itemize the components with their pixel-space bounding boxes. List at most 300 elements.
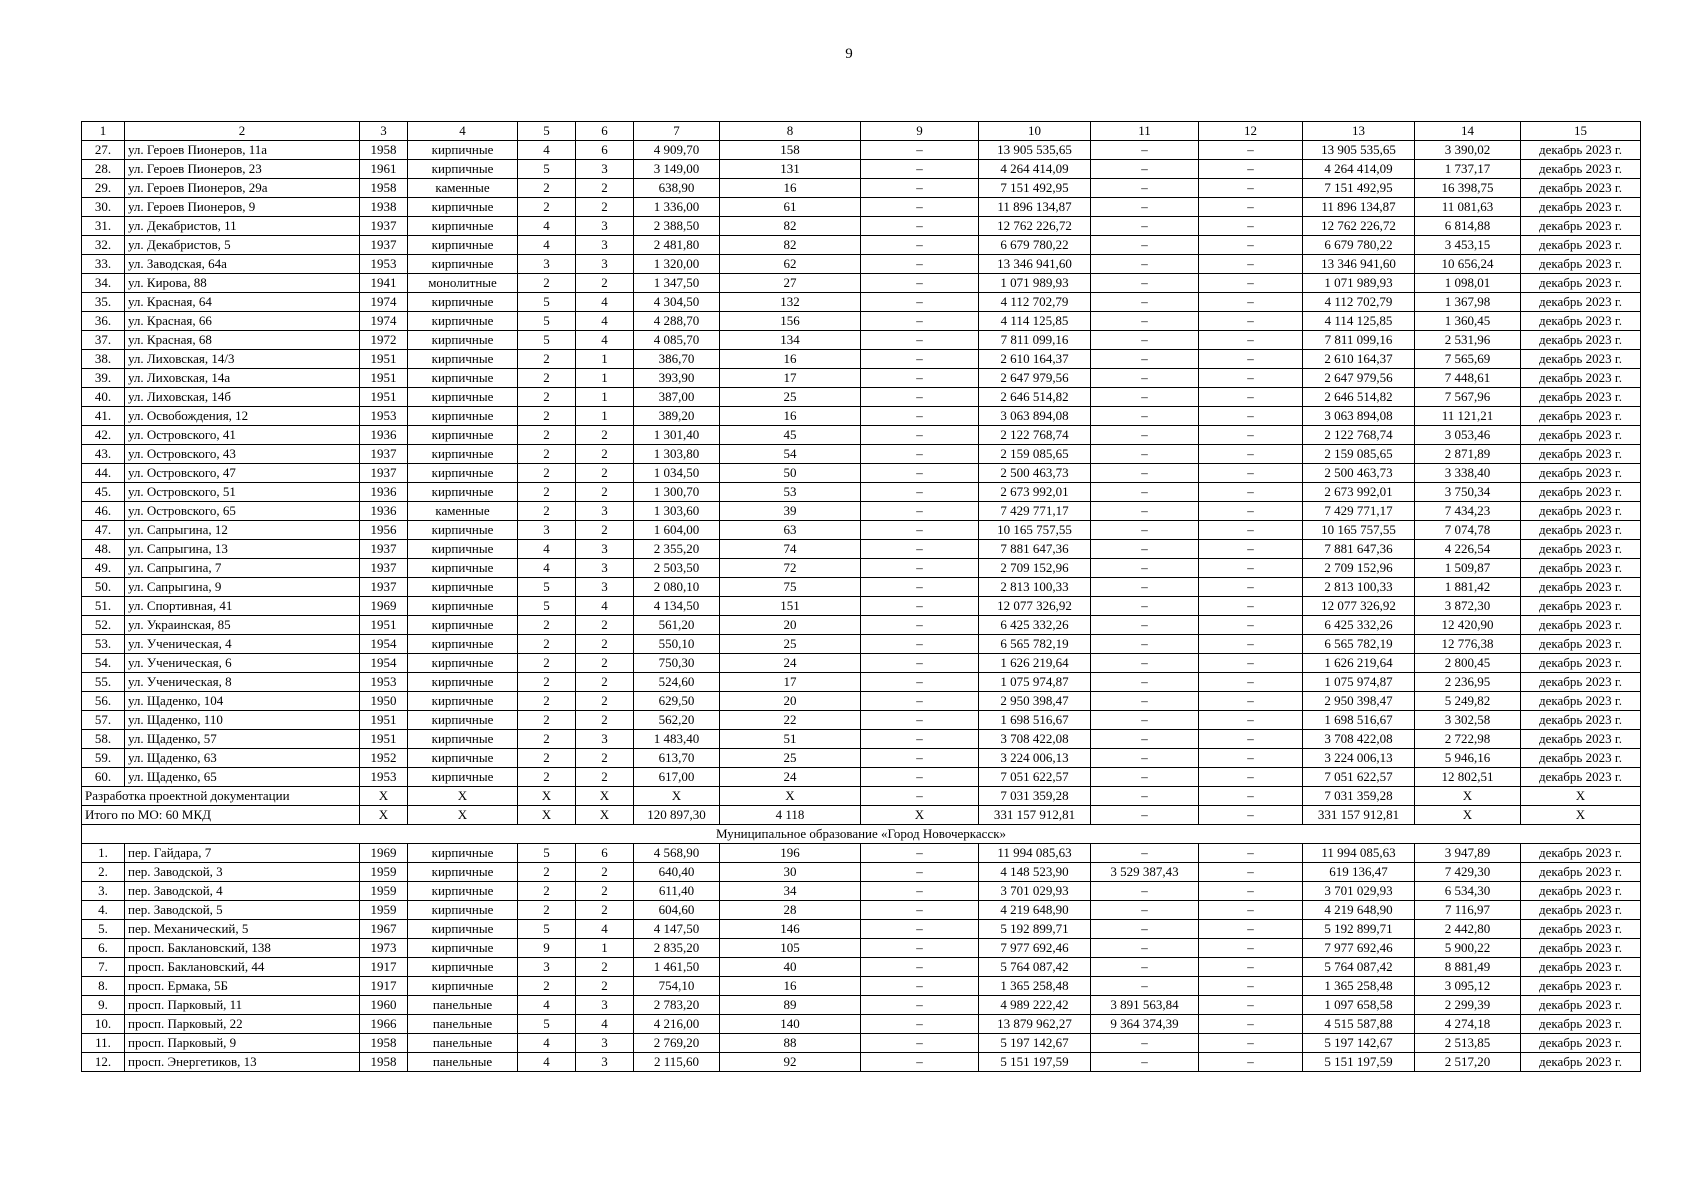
table-cell: – xyxy=(1091,939,1199,958)
table-cell: 1937 xyxy=(360,559,408,578)
table-cell: ул. Декабристов, 11 xyxy=(125,217,360,236)
table-cell: 3 063 894,08 xyxy=(1303,407,1415,426)
table-cell: – xyxy=(861,426,979,445)
table-cell: – xyxy=(1199,559,1303,578)
table-cell: 6 425 332,26 xyxy=(1303,616,1415,635)
table-cell: кирпичные xyxy=(408,445,518,464)
table-cell: 1958 xyxy=(360,179,408,198)
table-cell: – xyxy=(1091,312,1199,331)
table-cell: 2 xyxy=(518,711,576,730)
table-cell: – xyxy=(861,920,979,939)
table-cell: 4 xyxy=(576,920,634,939)
table-cell: кирпичные xyxy=(408,977,518,996)
table-cell: 88 xyxy=(720,1034,861,1053)
table-cell: кирпичные xyxy=(408,692,518,711)
table-cell: декабрь 2023 г. xyxy=(1521,198,1641,217)
table-row xyxy=(82,768,1641,787)
table-cell: 8 881,49 xyxy=(1415,958,1521,977)
table-cell: ул. Островского, 65 xyxy=(125,502,360,521)
table-cell: – xyxy=(1091,426,1199,445)
table-cell: 550,10 xyxy=(634,635,720,654)
table-cell: 40 xyxy=(720,958,861,977)
table-cell: 2 xyxy=(518,350,576,369)
table-cell: 1959 xyxy=(360,901,408,920)
table-cell: 9. xyxy=(82,996,125,1015)
table-cell: – xyxy=(861,217,979,236)
table-cell: 4 xyxy=(576,597,634,616)
table-cell: 4 112 702,79 xyxy=(979,293,1091,312)
table-cell: 55. xyxy=(82,673,125,692)
table-cell: кирпичные xyxy=(408,141,518,160)
table-cell: 12 420,90 xyxy=(1415,616,1521,635)
table-cell: X xyxy=(720,787,861,806)
table-cell: 1 301,40 xyxy=(634,426,720,445)
table-cell: – xyxy=(1199,179,1303,198)
table-cell: 4 219 648,90 xyxy=(979,901,1091,920)
table-cell: 1 336,00 xyxy=(634,198,720,217)
table-cell: 4 909,70 xyxy=(634,141,720,160)
table-cell: – xyxy=(1091,141,1199,160)
table-cell: 638,90 xyxy=(634,179,720,198)
table-cell: 12. xyxy=(82,1053,125,1072)
table-cell: кирпичные xyxy=(408,217,518,236)
table-cell: 1 034,50 xyxy=(634,464,720,483)
table-cell: просп. Баклановский, 44 xyxy=(125,958,360,977)
table-cell: ул. Островского, 43 xyxy=(125,445,360,464)
table-row xyxy=(82,730,1641,749)
table-row xyxy=(82,540,1641,559)
table-cell: кирпичные xyxy=(408,711,518,730)
table-cell: 6 425 332,26 xyxy=(979,616,1091,635)
table-cell: 3 xyxy=(518,521,576,540)
table-cell: 3 xyxy=(576,502,634,521)
table-row xyxy=(82,559,1641,578)
table-cell: 2 299,39 xyxy=(1415,996,1521,1015)
header-cell: 2 xyxy=(125,122,360,141)
table-cell: 2 871,89 xyxy=(1415,445,1521,464)
table-cell: 82 xyxy=(720,236,861,255)
table-cell: кирпичные xyxy=(408,407,518,426)
table-cell: 27. xyxy=(82,141,125,160)
table-cell: декабрь 2023 г. xyxy=(1521,692,1641,711)
table-cell: 2 xyxy=(576,426,634,445)
table-cell: – xyxy=(1199,597,1303,616)
table-cell: декабрь 2023 г. xyxy=(1521,236,1641,255)
table-cell: 2 159 085,65 xyxy=(1303,445,1415,464)
table-cell: 387,00 xyxy=(634,388,720,407)
table-cell: X xyxy=(408,787,518,806)
table-row xyxy=(82,255,1641,274)
table-row xyxy=(82,1015,1641,1034)
table-cell: 59. xyxy=(82,749,125,768)
header-cell: 11 xyxy=(1091,122,1199,141)
table-row xyxy=(82,939,1641,958)
table-cell: ул. Щаденко, 57 xyxy=(125,730,360,749)
table-cell: 4 274,18 xyxy=(1415,1015,1521,1034)
table-cell: кирпичные xyxy=(408,350,518,369)
table-cell: 41. xyxy=(82,407,125,426)
table-cell: 2 646 514,82 xyxy=(1303,388,1415,407)
header-cell: 15 xyxy=(1521,122,1641,141)
table-cell: 4 118 xyxy=(720,806,861,825)
table-cell: 2 769,20 xyxy=(634,1034,720,1053)
table-cell: 34. xyxy=(82,274,125,293)
table-cell: – xyxy=(861,521,979,540)
table-cell: 6 xyxy=(576,844,634,863)
table-cell: 38. xyxy=(82,350,125,369)
table-cell: 1 075 974,87 xyxy=(979,673,1091,692)
table-cell: 22 xyxy=(720,711,861,730)
table-cell: 4 114 125,85 xyxy=(1303,312,1415,331)
table-cell: 1 365 258,48 xyxy=(1303,977,1415,996)
table-cell: 2 722,98 xyxy=(1415,730,1521,749)
table-cell: 7 811 099,16 xyxy=(979,331,1091,350)
table-cell: 389,20 xyxy=(634,407,720,426)
table-row xyxy=(82,882,1641,901)
table-cell: 2 115,60 xyxy=(634,1053,720,1072)
table-cell: 2 xyxy=(576,635,634,654)
table-cell: 7 151 492,95 xyxy=(1303,179,1415,198)
header-cell: 5 xyxy=(518,122,576,141)
table-cell: – xyxy=(861,255,979,274)
table-cell: 2 xyxy=(518,388,576,407)
table-cell: 2 080,10 xyxy=(634,578,720,597)
table-cell: ул. Сапрыгина, 12 xyxy=(125,521,360,540)
table-cell: кирпичные xyxy=(408,331,518,350)
table-cell: кирпичные xyxy=(408,464,518,483)
table-cell: 10 656,24 xyxy=(1415,255,1521,274)
table-row xyxy=(82,179,1641,198)
table-cell: 1 365 258,48 xyxy=(979,977,1091,996)
table-cell: панельные xyxy=(408,1053,518,1072)
table-cell: пер. Гайдара, 7 xyxy=(125,844,360,863)
table-cell: 11 994 085,63 xyxy=(1303,844,1415,863)
table-row xyxy=(82,426,1641,445)
table-cell: 4 147,50 xyxy=(634,920,720,939)
table-cell: 7 051 622,57 xyxy=(979,768,1091,787)
table-cell: 39 xyxy=(720,502,861,521)
table-cell: – xyxy=(1199,1053,1303,1072)
header-cell: 9 xyxy=(861,122,979,141)
table-row xyxy=(82,236,1641,255)
table-cell: 63 xyxy=(720,521,861,540)
table-cell: – xyxy=(1199,1015,1303,1034)
table-row xyxy=(82,502,1641,521)
table-cell: 2 xyxy=(518,749,576,768)
table-cell: – xyxy=(1091,293,1199,312)
table-cell: 1956 xyxy=(360,521,408,540)
table-cell: – xyxy=(1199,464,1303,483)
table-cell: 4 xyxy=(576,1015,634,1034)
table-cell: 2 646 514,82 xyxy=(979,388,1091,407)
table-cell: – xyxy=(861,711,979,730)
table-row xyxy=(82,274,1641,293)
table-cell: 2 xyxy=(518,483,576,502)
table-cell: 1972 xyxy=(360,331,408,350)
table-cell: декабрь 2023 г. xyxy=(1521,483,1641,502)
table-cell: – xyxy=(861,350,979,369)
table-cell: декабрь 2023 г. xyxy=(1521,635,1641,654)
table-cell: 2 xyxy=(518,426,576,445)
table-cell: кирпичные xyxy=(408,293,518,312)
table-row xyxy=(82,597,1641,616)
table-cell: 120 897,30 xyxy=(634,806,720,825)
table-cell: 1 xyxy=(576,407,634,426)
table-cell: 2 xyxy=(576,863,634,882)
table-cell: 50 xyxy=(720,464,861,483)
table-cell: 2 500 463,73 xyxy=(1303,464,1415,483)
table-cell: 131 xyxy=(720,160,861,179)
table-cell: 2 950 398,47 xyxy=(979,692,1091,711)
table-cell: – xyxy=(861,559,979,578)
table-cell: – xyxy=(1091,559,1199,578)
table-cell: 3 701 029,93 xyxy=(979,882,1091,901)
table-cell: 7 977 692,46 xyxy=(1303,939,1415,958)
table-cell: ул. Лиховская, 14а xyxy=(125,369,360,388)
table-row xyxy=(82,749,1641,768)
table-cell: 48. xyxy=(82,540,125,559)
table-cell: кирпичные xyxy=(408,236,518,255)
table-cell: X xyxy=(518,787,576,806)
table-cell: 2 xyxy=(518,882,576,901)
table-cell: – xyxy=(861,293,979,312)
table-cell: – xyxy=(861,787,979,806)
table-row xyxy=(82,654,1641,673)
table-cell: декабрь 2023 г. xyxy=(1521,597,1641,616)
header-cell: 1 xyxy=(82,122,125,141)
table-cell: 1937 xyxy=(360,445,408,464)
table-cell: 1. xyxy=(82,844,125,863)
table-cell: – xyxy=(1199,445,1303,464)
table-cell: 10 165 757,55 xyxy=(979,521,1091,540)
table-cell: 4 515 587,88 xyxy=(1303,1015,1415,1034)
design-docs-row xyxy=(82,787,1641,806)
table-cell: 10. xyxy=(82,1015,125,1034)
table-cell: 1953 xyxy=(360,255,408,274)
table-cell: 30 xyxy=(720,863,861,882)
table-cell: декабрь 2023 г. xyxy=(1521,502,1641,521)
table-cell: – xyxy=(1199,996,1303,1015)
table-cell: – xyxy=(861,1034,979,1053)
table-cell: 2 647 979,56 xyxy=(1303,369,1415,388)
table-cell: Разработка проектной документации xyxy=(82,787,360,806)
table-cell: 1 303,80 xyxy=(634,445,720,464)
table-cell: 12 762 226,72 xyxy=(979,217,1091,236)
table-cell: декабрь 2023 г. xyxy=(1521,293,1641,312)
table-cell: 2 xyxy=(576,977,634,996)
table-cell: 5 946,16 xyxy=(1415,749,1521,768)
table-cell: 5 764 087,42 xyxy=(979,958,1091,977)
table-row xyxy=(82,692,1641,711)
table-cell: – xyxy=(861,939,979,958)
table-cell: – xyxy=(1199,350,1303,369)
table-cell: – xyxy=(1091,179,1199,198)
table-cell: 7 031 359,28 xyxy=(979,787,1091,806)
table-cell: – xyxy=(861,141,979,160)
table-cell: – xyxy=(1091,217,1199,236)
table-cell: кирпичные xyxy=(408,597,518,616)
table-cell: – xyxy=(861,331,979,350)
table-cell: – xyxy=(1091,388,1199,407)
table-cell: 4 304,50 xyxy=(634,293,720,312)
table-cell: 2 xyxy=(518,274,576,293)
table-cell: 31. xyxy=(82,217,125,236)
table-cell: – xyxy=(1199,654,1303,673)
table-cell: декабрь 2023 г. xyxy=(1521,426,1641,445)
table-cell: 3 338,40 xyxy=(1415,464,1521,483)
table-cell: – xyxy=(1091,654,1199,673)
table-cell: 34 xyxy=(720,882,861,901)
table-cell: 7 429 771,17 xyxy=(979,502,1091,521)
table-cell: 611,40 xyxy=(634,882,720,901)
table-cell: 1960 xyxy=(360,996,408,1015)
table-cell: 51. xyxy=(82,597,125,616)
table-cell: 7 434,23 xyxy=(1415,502,1521,521)
table-cell: 3 xyxy=(576,160,634,179)
table-cell: X xyxy=(576,787,634,806)
table-cell: 51 xyxy=(720,730,861,749)
table-cell: 604,60 xyxy=(634,901,720,920)
table-cell: – xyxy=(1091,958,1199,977)
table-cell: – xyxy=(861,749,979,768)
table-cell: 2 xyxy=(518,730,576,749)
table-cell: 1936 xyxy=(360,502,408,521)
table-cell: – xyxy=(861,635,979,654)
table-cell: 13 905 535,65 xyxy=(979,141,1091,160)
table-cell: декабрь 2023 г. xyxy=(1521,977,1641,996)
table-cell: 1973 xyxy=(360,939,408,958)
table-cell: 16 398,75 xyxy=(1415,179,1521,198)
table-cell: ул. Декабристов, 5 xyxy=(125,236,360,255)
table-cell: 25 xyxy=(720,635,861,654)
header-cell: 7 xyxy=(634,122,720,141)
table-cell: декабрь 2023 г. xyxy=(1521,559,1641,578)
table-cell: – xyxy=(1199,1034,1303,1053)
table-cell: 6. xyxy=(82,939,125,958)
header-cell: 3 xyxy=(360,122,408,141)
table-row xyxy=(82,920,1641,939)
table-cell: декабрь 2023 г. xyxy=(1521,996,1641,1015)
table-cell: 6 xyxy=(576,141,634,160)
table-cell: – xyxy=(1199,806,1303,825)
table-cell: 3 708 422,08 xyxy=(1303,730,1415,749)
table-cell: 196 xyxy=(720,844,861,863)
table-cell: 4 219 648,90 xyxy=(1303,901,1415,920)
table-row xyxy=(82,977,1641,996)
table-cell: 4 xyxy=(518,1034,576,1053)
table-cell: декабрь 2023 г. xyxy=(1521,1015,1641,1034)
table-cell: – xyxy=(861,863,979,882)
table-cell: 4 xyxy=(576,331,634,350)
table-cell: 3 xyxy=(576,540,634,559)
table-cell: декабрь 2023 г. xyxy=(1521,844,1641,863)
table-cell: 39. xyxy=(82,369,125,388)
table-cell: – xyxy=(1199,635,1303,654)
table-cell: 11. xyxy=(82,1034,125,1053)
table-cell: – xyxy=(861,369,979,388)
table-cell: – xyxy=(1091,540,1199,559)
table-cell: кирпичные xyxy=(408,426,518,445)
table-cell: – xyxy=(1199,673,1303,692)
table-cell: – xyxy=(1091,768,1199,787)
table-cell: 3 453,15 xyxy=(1415,236,1521,255)
table-cell: 3 302,58 xyxy=(1415,711,1521,730)
table-cell: 25 xyxy=(720,388,861,407)
table-cell: ул. Щаденко, 65 xyxy=(125,768,360,787)
table-cell: – xyxy=(861,882,979,901)
table-cell: декабрь 2023 г. xyxy=(1521,711,1641,730)
table-cell: 54 xyxy=(720,445,861,464)
table-cell: декабрь 2023 г. xyxy=(1521,274,1641,293)
table-cell: 1917 xyxy=(360,977,408,996)
table-cell: 4 xyxy=(518,540,576,559)
table-cell: 35. xyxy=(82,293,125,312)
table-cell: кирпичные xyxy=(408,730,518,749)
table-cell: 28 xyxy=(720,901,861,920)
table-row xyxy=(82,844,1641,863)
table-cell: 2 122 768,74 xyxy=(979,426,1091,445)
table-cell: 20 xyxy=(720,616,861,635)
table-cell: кирпичные xyxy=(408,160,518,179)
table-cell: 2 xyxy=(518,977,576,996)
table-cell: – xyxy=(1199,369,1303,388)
table-cell: – xyxy=(1091,483,1199,502)
table-cell: 50. xyxy=(82,578,125,597)
table-cell: 4 xyxy=(518,236,576,255)
table-cell: 524,60 xyxy=(634,673,720,692)
table-cell: 9 364 374,39 xyxy=(1091,1015,1199,1034)
table-cell: – xyxy=(1091,464,1199,483)
table-cell: 4 085,70 xyxy=(634,331,720,350)
header-cell: 13 xyxy=(1303,122,1415,141)
table-cell: декабрь 2023 г. xyxy=(1521,255,1641,274)
table-cell: 32. xyxy=(82,236,125,255)
table-cell: – xyxy=(1199,711,1303,730)
table-cell: 1937 xyxy=(360,578,408,597)
table-cell: пер. Заводской, 3 xyxy=(125,863,360,882)
table-cell: 2 xyxy=(518,692,576,711)
table-cell: – xyxy=(861,502,979,521)
table-cell: – xyxy=(861,654,979,673)
table-cell: 4 216,00 xyxy=(634,1015,720,1034)
table-cell: 105 xyxy=(720,939,861,958)
table-cell: 1917 xyxy=(360,958,408,977)
header-cell: 6 xyxy=(576,122,634,141)
table-cell: 2 xyxy=(518,635,576,654)
table-cell: – xyxy=(861,844,979,863)
table-cell: – xyxy=(861,958,979,977)
table-cell: 49. xyxy=(82,559,125,578)
table-cell: 1 626 219,64 xyxy=(979,654,1091,673)
table-cell: X xyxy=(1521,806,1641,825)
table-cell: 629,50 xyxy=(634,692,720,711)
table-cell: – xyxy=(1091,730,1199,749)
table-cell: просп. Парковый, 9 xyxy=(125,1034,360,1053)
header-cell: 10 xyxy=(979,122,1091,141)
table-cell: 146 xyxy=(720,920,861,939)
table-cell: 4 989 222,42 xyxy=(979,996,1091,1015)
table-cell: – xyxy=(1091,1034,1199,1053)
table-cell: 2 355,20 xyxy=(634,540,720,559)
table-cell: 11 896 134,87 xyxy=(979,198,1091,217)
table-row xyxy=(82,445,1641,464)
table-cell: 617,00 xyxy=(634,768,720,787)
table-cell: 74 xyxy=(720,540,861,559)
table-cell: 6 565 782,19 xyxy=(1303,635,1415,654)
table-cell: 2 159 085,65 xyxy=(979,445,1091,464)
table-cell: ул. Сапрыгина, 13 xyxy=(125,540,360,559)
table-cell: – xyxy=(1091,692,1199,711)
